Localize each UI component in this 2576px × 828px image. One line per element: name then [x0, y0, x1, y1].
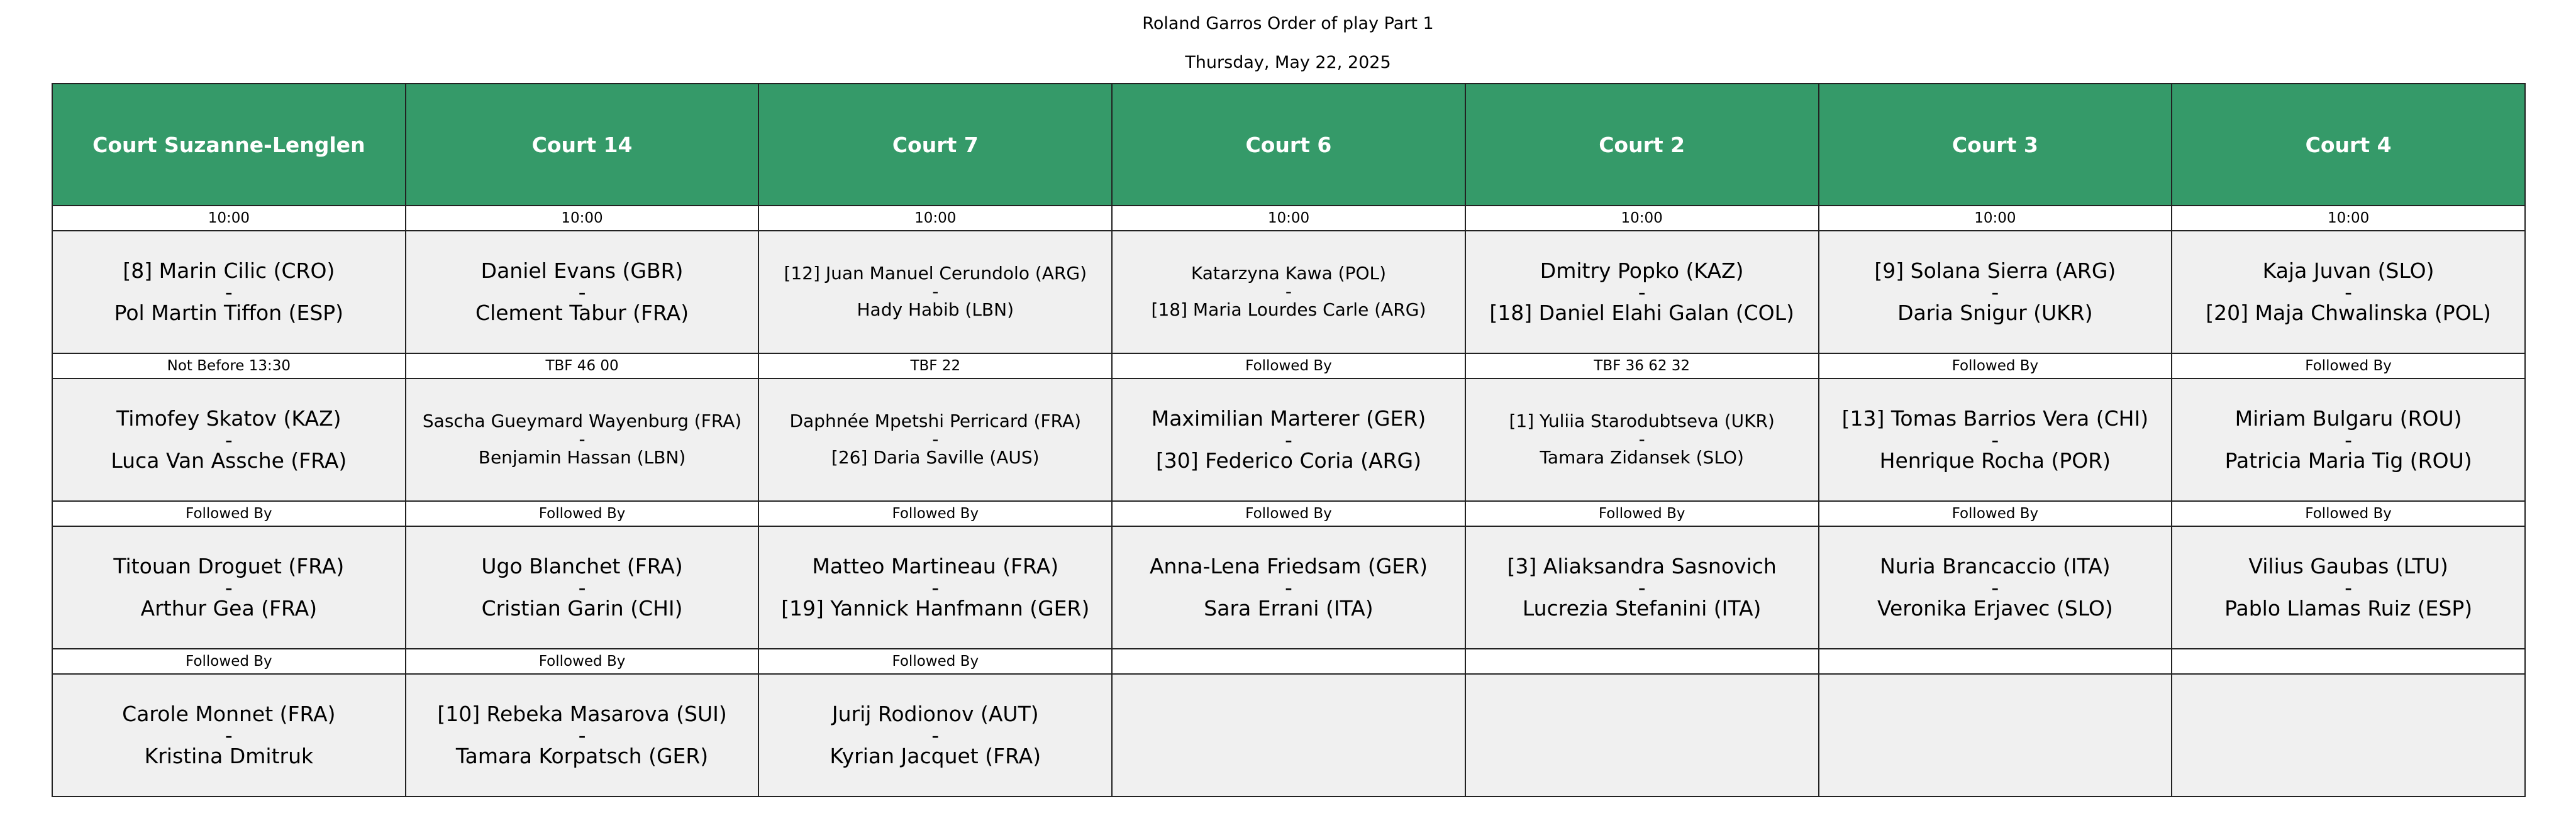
player-one: Carole Monnet (FRA) [122, 701, 336, 726]
match-cell [1819, 674, 2172, 797]
page-date: Thursday, May 22, 2025 [1185, 53, 1391, 72]
match-row [52, 231, 2525, 353]
schedule-label: Followed By [758, 649, 1112, 674]
player-one: Sascha Gueymard Wayenburg (FRA) [422, 411, 742, 432]
match-separator: - [2345, 427, 2353, 452]
player-two: Tamara Zidansek (SLO) [1540, 446, 1744, 468]
player-one: Vilius Gaubas (LTU) [2248, 553, 2448, 578]
court-header: Court 3 [1819, 84, 2172, 206]
schedule-label: Followed By [2172, 501, 2525, 526]
schedule-label: Followed By [406, 501, 759, 526]
match-cell [1465, 378, 1819, 501]
player-one: Katarzyna Kawa (POL) [1191, 263, 1387, 284]
player-one: [1] Yuliia Starodubtseva (UKR) [1509, 411, 1775, 432]
match-separator: - [225, 575, 233, 600]
player-one: Daniel Evans (GBR) [480, 258, 684, 283]
court-header: Court Suzanne-Lenglen [52, 84, 406, 206]
player-two: [20] Maja Chwalinska (POL) [2206, 301, 2491, 326]
match-separator: - [578, 722, 586, 748]
match-cell [52, 674, 406, 797]
player-two: [18] Daniel Elahi Galan (COL) [1489, 301, 1794, 326]
match-cell [1465, 674, 1819, 797]
court-header: Court 2 [1465, 84, 1819, 206]
schedule-label: 10:00 [758, 206, 1112, 231]
schedule-label [1465, 649, 1819, 674]
schedule-label: Followed By [1819, 353, 2172, 378]
player-one: Kaja Juvan (SLO) [2262, 258, 2434, 283]
match-separator: - [1638, 279, 1646, 304]
court-header: Court 4 [2172, 84, 2525, 206]
schedule-label: 10:00 [1465, 206, 1819, 231]
match-separator: - [225, 722, 233, 748]
schedule-label [2172, 649, 2525, 674]
match-separator: - [1638, 575, 1646, 600]
match-separator: - [579, 429, 586, 450]
court-header-row [52, 84, 2525, 206]
match-cell [758, 378, 1112, 501]
match-separator: - [931, 722, 940, 748]
match-cell [406, 526, 759, 649]
schedule-label: Followed By [1819, 501, 2172, 526]
court-header: Court 6 [1112, 84, 1465, 206]
player-two: [19] Yannick Hanfmann (GER) [781, 596, 1090, 621]
schedule-label: 10:00 [1819, 206, 2172, 231]
schedule-label: Not Before 13:30 [52, 353, 406, 378]
match-separator: - [1991, 575, 1999, 600]
player-one: Titouan Droguet (FRA) [113, 553, 345, 578]
court-header: Court 7 [758, 84, 1112, 206]
player-one: Daphnée Mpetshi Perricard (FRA) [789, 411, 1082, 432]
match-separator: - [1638, 429, 1645, 450]
schedule-label [1819, 649, 2172, 674]
time-label-row [52, 206, 2525, 231]
schedule-label: Followed By [758, 501, 1112, 526]
match-cell [1819, 526, 2172, 649]
player-two: Kristina Dmitruk [144, 744, 314, 769]
player-two: Patricia Maria Tig (ROU) [2224, 448, 2472, 473]
schedule-label: 10:00 [52, 206, 406, 231]
schedule-label: Followed By [2172, 353, 2525, 378]
player-two: Hady Habib (LBN) [857, 299, 1014, 320]
player-two: [26] Daria Saville (AUS) [831, 446, 1040, 468]
player-one: Anna-Lena Friedsam (GER) [1149, 553, 1428, 578]
player-two: Benjamin Hassan (LBN) [478, 446, 686, 468]
player-one: Jurij Rodionov (AUT) [831, 701, 1039, 726]
match-cell [1819, 231, 2172, 353]
match-cell [52, 526, 406, 649]
player-one: Miriam Bulgaru (ROU) [2235, 406, 2462, 431]
match-cell [1819, 378, 2172, 501]
schedule-label: 10:00 [1112, 206, 1465, 231]
schedule-label [1112, 649, 1465, 674]
player-one: [3] Aliaksandra Sasnovich [1507, 553, 1777, 578]
time-label-row [52, 353, 2525, 378]
player-two: Daria Snigur (UKR) [1897, 301, 2093, 326]
player-two: Cristian Garin (CHI) [481, 596, 683, 621]
match-cell [758, 231, 1112, 353]
match-cell [1465, 526, 1819, 649]
match-row [52, 526, 2525, 649]
match-separator: - [932, 429, 939, 450]
schedule-label: Followed By [1112, 353, 1465, 378]
order-of-play-table [52, 83, 2526, 797]
player-one: Timofey Skatov (KAZ) [116, 406, 341, 431]
match-separator: - [578, 279, 586, 304]
schedule-label: 10:00 [406, 206, 759, 231]
match-cell [406, 674, 759, 797]
match-cell [758, 526, 1112, 649]
match-separator: - [931, 575, 940, 600]
schedule-label: 10:00 [2172, 206, 2525, 231]
page-title: Roland Garros Order of play Part 1 [1142, 14, 1434, 33]
match-separator: - [1285, 575, 1292, 600]
match-cell [2172, 231, 2525, 353]
player-two: [30] Federico Coria (ARG) [1155, 448, 1421, 473]
match-cell [2172, 378, 2525, 501]
schedule-label: Followed By [52, 501, 406, 526]
match-cell [758, 674, 1112, 797]
match-row [52, 378, 2525, 501]
match-separator: - [1285, 427, 1292, 452]
player-one: Matteo Martineau (FRA) [812, 553, 1059, 578]
match-cell [2172, 674, 2525, 797]
schedule-label: TBF 46 00 [406, 353, 759, 378]
player-two: Sara Errani (ITA) [1204, 596, 1374, 621]
player-one: Nuria Brancaccio (ITA) [1880, 553, 2111, 578]
match-separator: - [932, 281, 939, 302]
match-row [52, 674, 2525, 797]
player-two: Henrique Rocha (POR) [1879, 448, 2111, 473]
player-one: [12] Juan Manuel Cerundolo (ARG) [784, 263, 1087, 284]
match-separator: - [1285, 281, 1292, 302]
match-separator: - [2345, 279, 2353, 304]
match-cell [406, 231, 759, 353]
player-one: Maximilian Marterer (GER) [1151, 406, 1426, 431]
player-two: Clement Tabur (FRA) [475, 301, 689, 326]
time-label-row [52, 501, 2525, 526]
player-two: Arthur Gea (FRA) [140, 596, 318, 621]
schedule-label: Followed By [406, 649, 759, 674]
player-one: [10] Rebeka Masarova (SUI) [437, 701, 727, 726]
time-label-row [52, 649, 2525, 674]
match-separator: - [578, 575, 586, 600]
player-two: Luca Van Assche (FRA) [111, 448, 347, 473]
match-cell [1112, 526, 1465, 649]
match-cell [52, 378, 406, 501]
match-cell [406, 378, 759, 501]
player-two: [18] Maria Lourdes Carle (ARG) [1151, 299, 1426, 320]
schedule-label: TBF 36 62 32 [1465, 353, 1819, 378]
match-separator: - [2345, 575, 2353, 600]
player-two: Veronika Erjavec (SLO) [1877, 596, 2113, 621]
match-separator: - [1991, 279, 1999, 304]
match-cell [1112, 231, 1465, 353]
schedule-label: Followed By [1112, 501, 1465, 526]
player-two: Tamara Korpatsch (GER) [455, 744, 709, 769]
player-two: Kyrian Jacquet (FRA) [830, 744, 1041, 769]
match-cell [1112, 378, 1465, 501]
player-one: Ugo Blanchet (FRA) [481, 553, 683, 578]
schedule-label: Followed By [1465, 501, 1819, 526]
player-two: Pablo Llamas Ruiz (ESP) [2224, 596, 2473, 621]
match-separator: - [225, 427, 233, 452]
schedule-label: Followed By [52, 649, 406, 674]
match-cell [1465, 231, 1819, 353]
player-one: [8] Marin Cilic (CRO) [123, 258, 335, 283]
player-two: Pol Martin Tiffon (ESP) [114, 301, 344, 326]
match-cell [2172, 526, 2525, 649]
player-one: [13] Tomas Barrios Vera (CHI) [1841, 406, 2149, 431]
court-header: Court 14 [406, 84, 759, 206]
player-one: [9] Solana Sierra (ARG) [1874, 258, 2116, 283]
match-separator: - [225, 279, 233, 304]
match-separator: - [1991, 427, 1999, 452]
player-two: Lucrezia Stefanini (ITA) [1522, 596, 1762, 621]
schedule-label: TBF 22 [758, 353, 1112, 378]
match-cell [1112, 674, 1465, 797]
player-one: Dmitry Popko (KAZ) [1540, 258, 1744, 283]
match-cell [52, 231, 406, 353]
